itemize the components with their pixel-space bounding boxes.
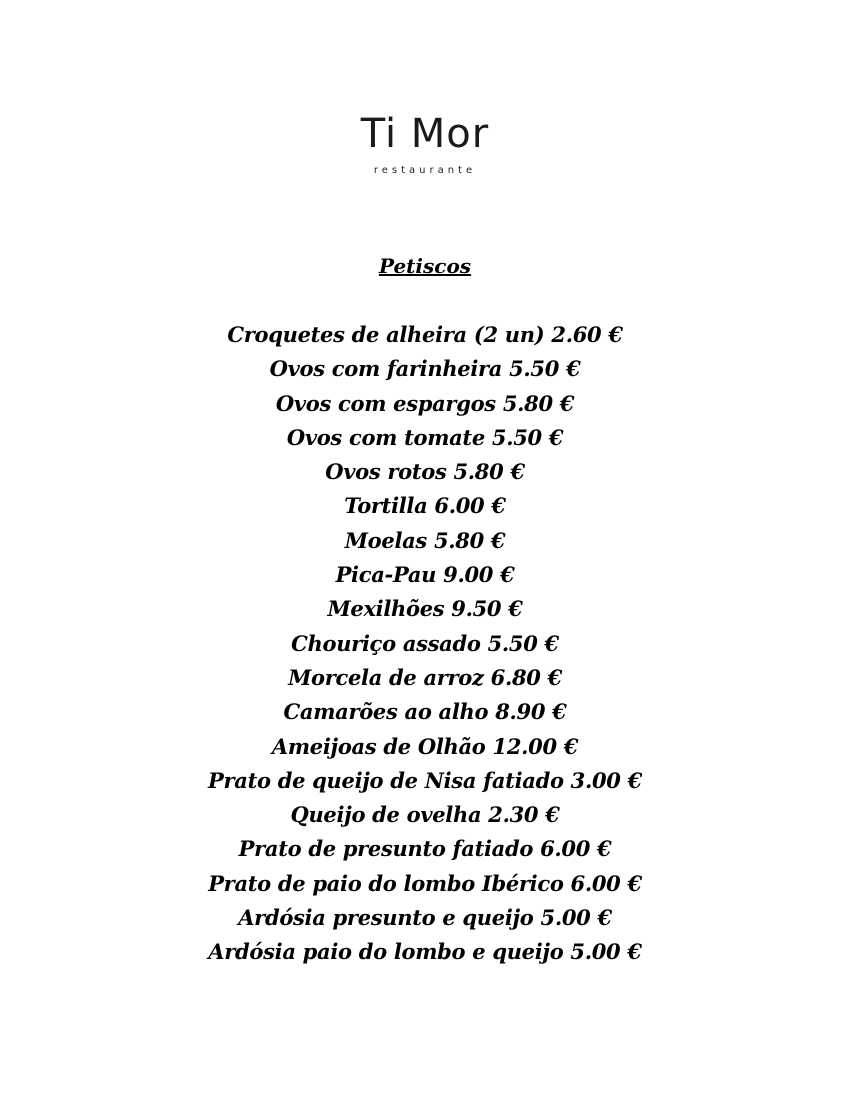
menu-item: Prato de presunto fatiado 6.00 € <box>238 836 612 862</box>
menu-item: Ovos com espargos 5.80 € <box>275 390 575 416</box>
menu-item: Ameijoas de Olhão 12.00 € <box>271 733 579 759</box>
restaurant-subtitle: restaurante <box>373 165 477 176</box>
restaurant-name: Ti Mor <box>360 111 490 157</box>
menu-item: Pica-Pau 9.00 € <box>335 562 515 588</box>
section-title: Petiscos <box>378 254 472 278</box>
restaurant-logo <box>0 112 850 178</box>
menu-item: Croquetes de alheira (2 un) 2.60 € <box>227 322 623 347</box>
menu-item: Camarões ao alho 8.90 € <box>283 699 567 725</box>
menu-item: Ardósia presunto e queijo 5.00 € <box>238 905 612 931</box>
menu-list <box>0 318 850 970</box>
menu-item: Prato de paio do lombo Ibérico 6.00 € <box>208 870 642 896</box>
menu-item: Ovos rotos 5.80 € <box>325 459 525 485</box>
menu-item: Ovos com farinheira 5.50 € <box>269 356 581 382</box>
menu-item: Tortilla 6.00 € <box>344 493 506 519</box>
menu-item: Moelas 5.80 € <box>344 527 506 553</box>
menu-item: Morcela de arroz 6.80 € <box>288 664 562 690</box>
menu-item: Queijo de ovelha 2.30 € <box>290 802 560 828</box>
menu-item: Chouriço assado 5.50 € <box>291 630 559 656</box>
menu-item: Mexilhões 9.50 € <box>327 596 523 622</box>
menu-item: Ovos com tomate 5.50 € <box>286 424 564 450</box>
menu-item: Prato de queijo de Nisa fatiado 3.00 € <box>208 767 642 793</box>
menu-item: Ardósia paio do lombo e queijo 5.00 € <box>208 939 642 965</box>
